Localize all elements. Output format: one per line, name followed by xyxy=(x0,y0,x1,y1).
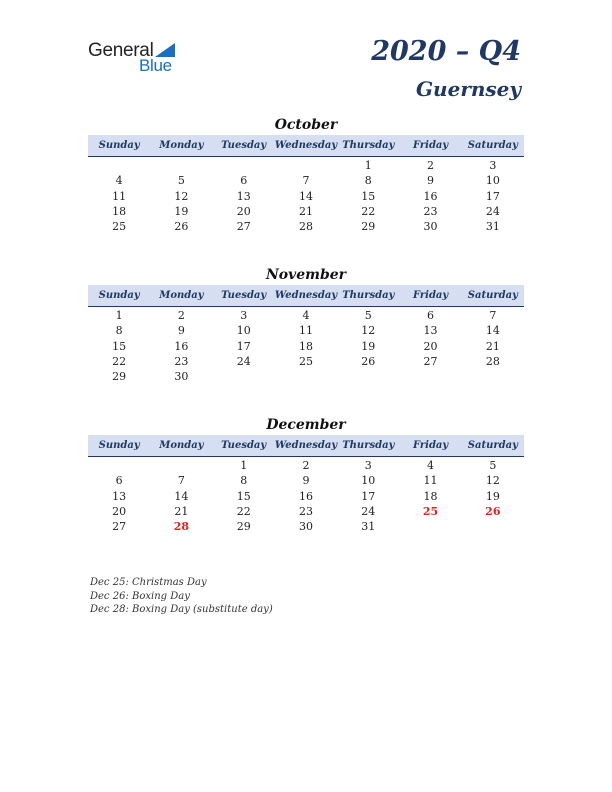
weekday-label: Friday xyxy=(412,290,449,301)
day-cell: 21 xyxy=(485,339,500,353)
day-cell: 19 xyxy=(361,339,376,353)
weekday-label: Tuesday xyxy=(221,440,267,451)
month-name: October xyxy=(274,117,338,133)
day-cell: 7 xyxy=(177,474,185,488)
weekday-header-row xyxy=(88,285,524,307)
page-title: 2020 – Q4 xyxy=(371,36,521,67)
day-cell: 17 xyxy=(236,339,251,353)
day-cell: 15 xyxy=(361,189,376,203)
month-october xyxy=(88,116,524,234)
month-name: November xyxy=(265,267,347,283)
weekday-label: Monday xyxy=(159,440,204,451)
week-row xyxy=(88,473,524,488)
week-row xyxy=(88,173,524,188)
day-cell: 3 xyxy=(489,159,497,172)
day-cell: 11 xyxy=(112,189,127,203)
week-row xyxy=(88,369,524,384)
day-cell: 16 xyxy=(298,489,313,503)
day-cell: 7 xyxy=(489,309,497,322)
day-cell: 10 xyxy=(236,324,251,338)
day-cell: 25 xyxy=(112,220,127,234)
logo-triangle-icon xyxy=(155,43,175,57)
day-cell: 8 xyxy=(364,174,372,188)
day-cell: 12 xyxy=(361,324,376,338)
day-cell: 13 xyxy=(236,189,251,203)
day-cell: 12 xyxy=(174,189,189,203)
day-cell: 13 xyxy=(112,489,127,503)
day-cell: 9 xyxy=(177,324,185,338)
week-grid xyxy=(88,457,524,534)
day-cell: 9 xyxy=(302,474,310,488)
day-cell: 6 xyxy=(240,174,248,188)
day-cell: 29 xyxy=(361,220,376,234)
weekday-label: Saturday xyxy=(467,290,518,301)
month-december xyxy=(88,416,524,534)
day-cell: 27 xyxy=(112,520,127,534)
day-cell: 10 xyxy=(485,174,500,188)
day-cell: 27 xyxy=(423,354,438,368)
weekday-label: Monday xyxy=(159,140,204,151)
day-cell: 17 xyxy=(361,489,376,503)
week-row xyxy=(88,189,524,204)
weekday-header-row xyxy=(88,135,524,157)
holiday-notes xyxy=(90,576,273,617)
day-cell: 1 xyxy=(240,459,248,472)
day-cell: 18 xyxy=(112,204,127,218)
week-row xyxy=(88,158,524,173)
day-cell xyxy=(88,458,150,473)
day-cell: 4 xyxy=(302,309,310,322)
day-cell: 28 xyxy=(298,220,313,234)
day-cell xyxy=(213,369,275,384)
day-cell: 2 xyxy=(302,459,310,472)
weekday-label: Monday xyxy=(159,290,204,301)
day-cell: 22 xyxy=(361,204,376,218)
day-cell: 1 xyxy=(115,309,123,322)
logo-blue-text: Blue xyxy=(139,56,172,75)
day-cell xyxy=(462,519,524,534)
day-cell: 31 xyxy=(485,220,500,234)
day-cell: 23 xyxy=(423,204,438,218)
day-cell xyxy=(337,369,399,384)
day-cell: 26 xyxy=(485,504,501,518)
week-grid xyxy=(88,157,524,234)
page-subtitle: Guernsey xyxy=(415,77,521,101)
day-cell: 30 xyxy=(423,220,438,234)
day-cell: 3 xyxy=(240,309,248,322)
weekday-label: Friday xyxy=(412,440,449,451)
weekday-label: Wednesday xyxy=(274,290,338,301)
day-cell: 29 xyxy=(112,370,127,384)
day-cell: 16 xyxy=(174,339,189,353)
day-cell xyxy=(399,519,461,534)
day-cell: 24 xyxy=(361,504,376,518)
day-cell: 23 xyxy=(298,504,313,518)
day-cell: 11 xyxy=(423,474,438,488)
holiday-note: Dec 26: Boxing Day xyxy=(90,590,190,602)
weekday-label: Saturday xyxy=(467,440,518,451)
day-cell: 26 xyxy=(361,354,376,368)
day-cell: 9 xyxy=(427,174,435,188)
day-cell: 14 xyxy=(298,189,313,203)
holiday-note: Dec 28: Boxing Day (substitute day) xyxy=(90,604,273,615)
day-cell: 24 xyxy=(485,204,500,218)
day-cell: 10 xyxy=(361,474,376,488)
day-cell: 26 xyxy=(174,220,189,234)
day-cell: 13 xyxy=(423,324,438,338)
day-cell: 14 xyxy=(174,489,189,503)
day-cell: 18 xyxy=(298,339,313,353)
month-name: December xyxy=(266,417,346,433)
week-row xyxy=(88,504,524,519)
day-cell: 24 xyxy=(236,354,251,368)
weekday-label: Wednesday xyxy=(274,440,338,451)
weekday-label: Friday xyxy=(412,140,449,151)
day-cell: 8 xyxy=(240,474,248,488)
week-row xyxy=(88,354,524,369)
weekday-header-row xyxy=(88,435,524,457)
day-cell: 16 xyxy=(423,189,438,203)
day-cell: 20 xyxy=(236,204,251,218)
day-cell: 25 xyxy=(298,354,313,368)
weekday-label: Tuesday xyxy=(221,140,267,151)
holiday-note: Dec 25: Christmas Day xyxy=(90,577,207,588)
day-cell: 6 xyxy=(427,309,435,322)
day-cell xyxy=(275,158,337,173)
day-cell xyxy=(150,458,212,473)
day-cell xyxy=(150,158,212,173)
day-cell: 29 xyxy=(236,520,251,534)
weekday-label: Thursday xyxy=(342,140,395,151)
day-cell: 19 xyxy=(174,204,189,218)
day-cell: 7 xyxy=(302,174,310,188)
day-cell: 15 xyxy=(112,339,127,353)
day-cell: 8 xyxy=(115,324,123,338)
logo-general-text: General xyxy=(88,40,154,61)
day-cell: 17 xyxy=(485,189,500,203)
day-cell: 23 xyxy=(174,354,189,368)
day-cell: 30 xyxy=(298,520,313,534)
week-row xyxy=(88,339,524,354)
day-cell: 27 xyxy=(236,220,251,234)
week-row xyxy=(88,519,524,534)
week-row xyxy=(88,323,524,338)
day-cell xyxy=(213,158,275,173)
logo xyxy=(88,40,188,80)
day-cell: 12 xyxy=(485,474,500,488)
weekday-label: Sunday xyxy=(98,440,140,451)
day-cell: 4 xyxy=(427,459,435,472)
day-cell: 5 xyxy=(364,309,372,322)
day-cell xyxy=(275,369,337,384)
day-cell: 2 xyxy=(427,159,435,172)
day-cell: 2 xyxy=(177,309,185,322)
day-cell: 18 xyxy=(423,489,438,503)
day-cell: 6 xyxy=(115,474,123,488)
weekday-label: Thursday xyxy=(342,440,395,451)
day-cell: 20 xyxy=(423,339,438,353)
day-cell: 4 xyxy=(115,174,123,188)
day-cell: 19 xyxy=(485,489,500,503)
weekday-label: Thursday xyxy=(342,290,395,301)
day-cell: 14 xyxy=(485,324,500,338)
day-cell: 22 xyxy=(236,504,251,518)
day-cell: 11 xyxy=(298,324,313,338)
month-november xyxy=(88,266,524,384)
day-cell: 1 xyxy=(364,159,372,172)
day-cell: 22 xyxy=(112,354,127,368)
week-row xyxy=(88,308,524,323)
week-row xyxy=(88,219,524,234)
weekday-label: Tuesday xyxy=(221,290,267,301)
day-cell xyxy=(88,158,150,173)
day-cell: 28 xyxy=(485,354,500,368)
day-cell: 5 xyxy=(489,459,497,472)
weekday-label: Saturday xyxy=(467,140,518,151)
day-cell: 15 xyxy=(236,489,251,503)
day-cell: 5 xyxy=(177,174,185,188)
day-cell: 21 xyxy=(174,504,189,518)
day-cell: 21 xyxy=(298,204,313,218)
day-cell: 28 xyxy=(173,520,190,534)
week-row xyxy=(88,489,524,504)
day-cell: 30 xyxy=(174,370,189,384)
day-cell: 3 xyxy=(364,459,372,472)
weekday-label: Sunday xyxy=(98,140,140,151)
weekday-label: Sunday xyxy=(98,290,140,301)
day-cell xyxy=(399,369,461,384)
week-grid xyxy=(88,307,524,384)
day-cell: 20 xyxy=(112,504,127,518)
day-cell: 31 xyxy=(361,520,376,534)
week-row xyxy=(88,204,524,219)
day-cell: 25 xyxy=(422,504,439,518)
day-cell xyxy=(462,369,524,384)
week-row xyxy=(88,458,524,473)
weekday-label: Wednesday xyxy=(274,140,338,151)
